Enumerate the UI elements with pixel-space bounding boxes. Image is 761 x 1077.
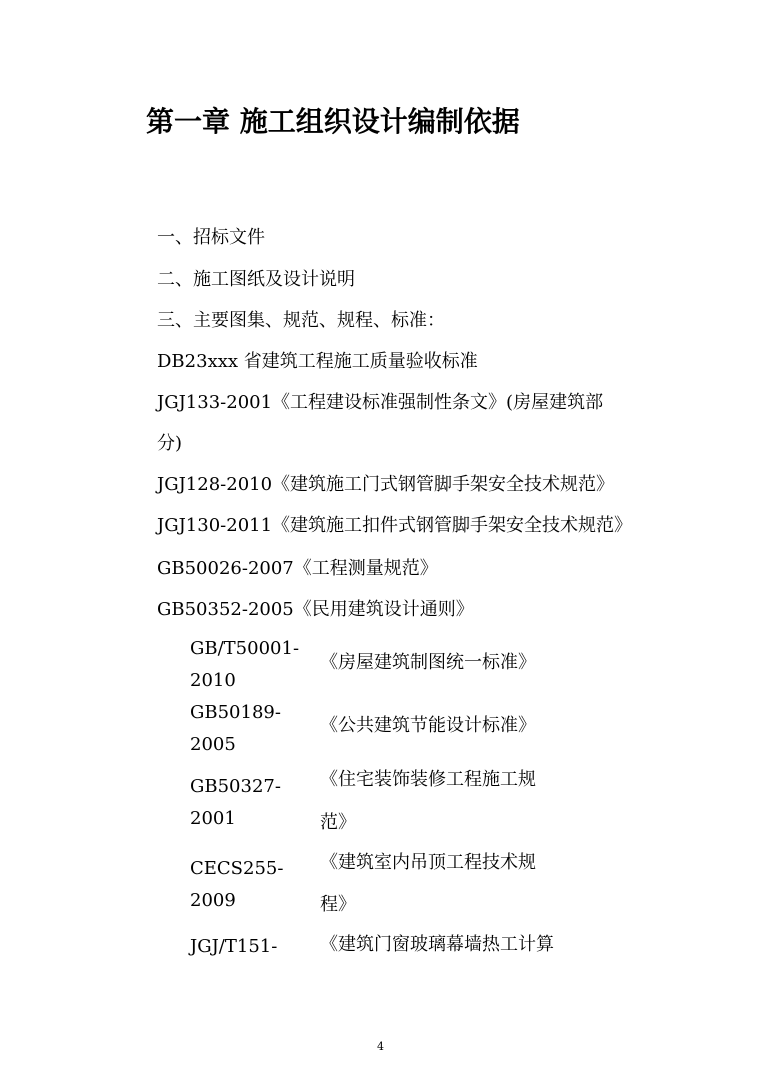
table-cell-title: 《公共建筑节能设计标准》: [320, 715, 536, 736]
table-cell-title: 《建筑门窗玻璃幕墙热工计算: [320, 934, 554, 955]
table-cell-title: 范》: [320, 812, 356, 833]
standard-line: JGJ133-2001《工程建设标准强制性条文》(房屋建筑部: [157, 392, 604, 413]
table-cell-code: 2005: [190, 734, 236, 755]
basis-item-3: 三、主要图集、规范、规程、标准：: [157, 310, 445, 331]
table-cell-code: 2009: [190, 890, 236, 911]
standard-line: JGJ130-2011《建筑施工扣件式钢管脚手架安全技术规范》: [157, 515, 633, 536]
standard-line: GB50352-2005《民用建筑设计通则》: [157, 599, 474, 620]
table-cell-code: 2001: [190, 808, 236, 829]
standard-line: 分): [157, 433, 183, 454]
table-cell-title: 程》: [320, 894, 356, 915]
table-cell-code: GB50327-: [190, 776, 281, 797]
page-number: 4: [377, 1040, 384, 1053]
table-cell-title: 《住宅装饰装修工程施工规: [320, 769, 536, 790]
chapter-title: 第一章 施工组织设计编制依据: [146, 105, 520, 138]
table-cell-code: GB/T50001-: [190, 638, 300, 659]
standard-line: DB23xxx 省建筑工程施工质量验收标准: [157, 351, 478, 372]
standard-line: GB50026-2007《工程测量规范》: [157, 558, 438, 579]
table-cell-code: GB50189-: [190, 702, 281, 723]
table-cell-title: 《房屋建筑制图统一标准》: [320, 652, 536, 673]
basis-item-2: 二、施工图纸及设计说明: [157, 269, 355, 290]
table-cell-code: CECS255-: [190, 858, 284, 879]
table-cell-title: 《建筑室内吊顶工程技术规: [320, 852, 536, 873]
table-cell-code: JGJ/T151-: [190, 936, 278, 957]
table-cell-code: 2010: [190, 670, 236, 691]
standard-line: JGJ128-2010《建筑施工门式钢管脚手架安全技术规范》: [157, 474, 615, 495]
basis-item-1: 一、招标文件: [157, 227, 265, 248]
